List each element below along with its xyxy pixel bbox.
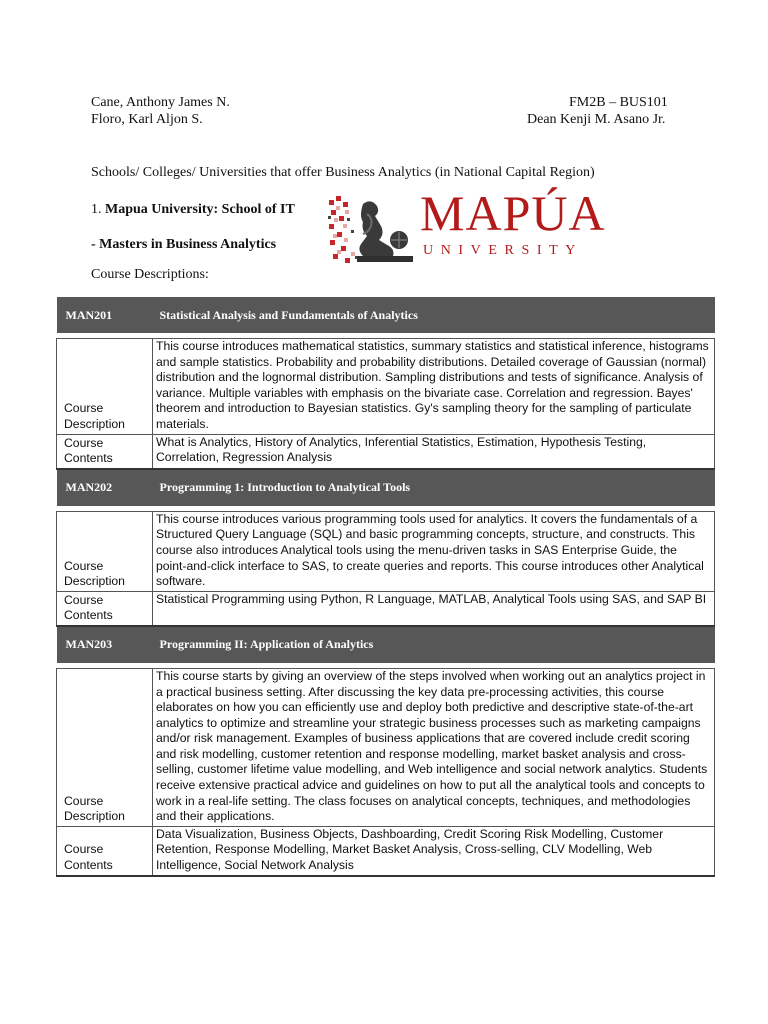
label-line: Course [64, 435, 104, 450]
course-header-row [57, 626, 715, 663]
label-line: Course [64, 842, 104, 857]
course-description-row [57, 668, 715, 826]
course-code: MAN201 [57, 297, 153, 333]
mapua-emblem-icon [327, 194, 417, 266]
label-line: Course [64, 793, 104, 808]
label-line: Description [64, 809, 125, 824]
description-label [57, 668, 153, 826]
contents-label [57, 826, 153, 875]
class-section: FM2B – BUS101 [569, 95, 668, 110]
course-title: Statistical Analysis and Fundamentals of Analytics [153, 297, 715, 333]
course-description: This course introduces various programming tools used for analytics. It covers the fundamentals of a Structured Query Language (SQL) and basic programming concepts, structure, and constructs. This course also introduces Analytical tools using the menu-driven tasks in SAS Enterprise Guide, the point-and-click interface to SAS, to create queries and reports. This course introduces other Analytical software. [153, 511, 715, 591]
label-line: Course [64, 592, 104, 607]
program-name: - Masters in Business Analytics [91, 237, 277, 252]
course-descriptions-label: Course Descriptions: [91, 267, 209, 282]
course-title: Programming 1: Introduction to Analytical Tools [153, 469, 715, 506]
logo-subtitle: UNIVERSITY [423, 243, 583, 258]
course-contents: What is Analytics, History of Analytics, Inferential Statistics, Estimation, Hypothesis Testing, Correlation, Regression Analysis [153, 434, 715, 469]
course-contents-row [57, 591, 715, 626]
course-contents-row [57, 826, 715, 875]
label-line: Description [64, 416, 125, 431]
label-line: Contents [64, 451, 113, 466]
label-line: Contents [64, 858, 113, 873]
school-heading [91, 202, 295, 218]
course-contents: Data Visualization, Business Objects, Dashboarding, Credit Scoring Risk Modelling, Customer Retention, Response Modelling, Market Basket Analysis, Cross-selling, CLV Modelling, Web Intelligence, Social Network Analysis [153, 826, 715, 875]
course-description-row [57, 511, 715, 591]
label-line: Contents [64, 608, 113, 623]
course-header-row [57, 469, 715, 506]
author-name-1: Cane, Anthony James N. [91, 95, 230, 110]
mapua-logo [327, 185, 606, 266]
course-header-row [57, 297, 715, 333]
school-number: 1. [91, 202, 102, 217]
course-contents: Statistical Programming using Python, R Language, MATLAB, Analytical Tools using SAS, and SAP BI [153, 591, 715, 626]
course-code: MAN202 [57, 469, 153, 506]
label-line: Course [64, 558, 104, 573]
course-code: MAN203 [57, 626, 153, 663]
courses-table [56, 297, 715, 877]
course-description: This course introduces mathematical statistics, summary statistics and statistical inference, histograms and sample statistics. Probability and probability distributions. Detailed coverage of Gaussian (normal) distribution and the lognormal distribution. Sampling distributions and tests of significance. Analysis of variance. Multiple variables with emphasis on the bivariate case. Correlation and regression. Bayes' theorem and introduction to Bayesian statistics. Gy's sampling theory for the sampling of particulate materials. [153, 339, 715, 435]
description-label [57, 339, 153, 435]
logo-title: MAPÚA [420, 185, 606, 241]
course-description-row [57, 339, 715, 435]
author-name-2: Floro, Karl Aljon S. [91, 112, 203, 127]
label-line: Course [64, 401, 104, 416]
course-description: This course starts by giving an overview of the steps involved when working out an analytics project in a practical business setting. After discussing the key data pre-processing activities, this course elaborates on how you can efficiently use and deploy both predictive and descriptive state-of-the-art analytics to optimize and streamline your strategic business processes such as marketing campaigns and/or risk management. Examples of business applications that are covered include credit scoring and risk modelling, customer retention and response modelling, market basket analysis and cross-selling, customer lifetime value modelling, and Web intelligence and social network analytics. Students receive extensive practical advice and guidelines on how to put all the analytical tools and concepts to work in a real-life setting. The class focuses on analytical concepts, techniques, and methodologies and their applications. [153, 668, 715, 826]
contents-label [57, 434, 153, 469]
instructor-name: Dean Kenji M. Asano Jr. [527, 112, 666, 127]
course-contents-row [57, 434, 715, 469]
course-title: Programming II: Application of Analytics [153, 626, 715, 663]
intro-text: Schools/ Colleges/ Universities that offer Business Analytics (in National Capital Region) [91, 165, 595, 180]
school-name: Mapua University: School of IT [105, 202, 295, 217]
description-label [57, 511, 153, 591]
label-line: Description [64, 574, 125, 589]
contents-label [57, 591, 153, 626]
